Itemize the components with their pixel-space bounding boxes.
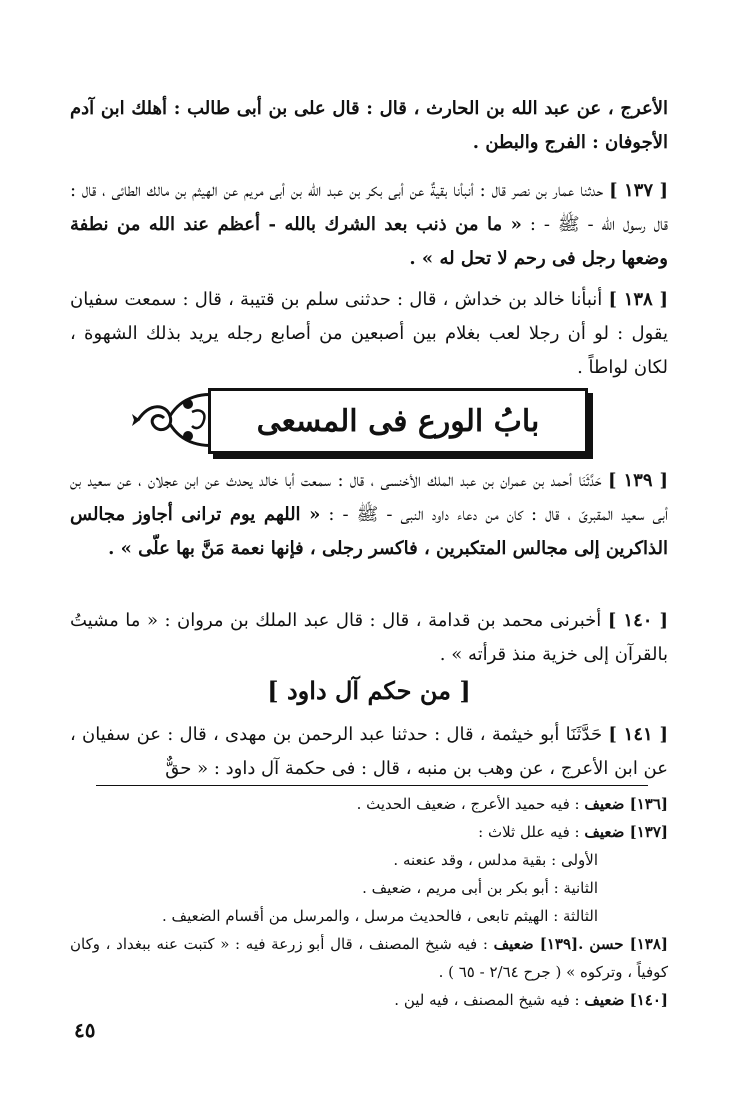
footnote-divider xyxy=(96,785,648,786)
hadith-140 xyxy=(70,604,668,672)
paragraph-continuation xyxy=(70,92,668,160)
footnote-label: [١٤٠] ضعيف xyxy=(584,991,668,1009)
footnote-subitem: الثالثة : الهيثم تابعى ، فالحديث مرسل ، والمرسل من أقسام الضعيف . xyxy=(162,907,598,925)
footnote xyxy=(70,986,668,1014)
section-heading: [ من حكم آل داود ] xyxy=(267,676,471,705)
page-number: ٤٥ xyxy=(74,1018,96,1042)
hadith-matn: « ما من ذنب بعد الشرك بالله - أعظم عند الله من نطفة وضعها رجل فى رحم لا تحل له » . xyxy=(70,214,668,269)
hadith-chain: حَدَّثَنَا أحمد بن عمران بن عبد الملك الأخنسى ، قال : سمعت أبا خالد يحدث عن ابن عجلان ، عن سعيد بن أبى سعيد المقبرىّ ، قال : كان من دعاء داود النبى - ﷺ - : xyxy=(70,470,669,525)
footnote-text: : فيه علل ثلاث : xyxy=(478,823,580,841)
footnote xyxy=(70,818,668,846)
hadith-138 xyxy=(70,283,668,385)
hadith-141 xyxy=(70,718,668,786)
hadith-matn: « اللهم يوم ترانى أجاوز مجالس الذاكرين إلى مجالس المتكبرين ، فاكسر رجلى ، فإنها نعمة مَنَّ بها علّى » . xyxy=(70,504,668,559)
chapter-title: بابُ الورع فى المسعى xyxy=(256,403,540,439)
hadith-139 xyxy=(70,464,668,566)
hadith-number: [ ١٤٠ ] xyxy=(607,610,668,631)
footnote xyxy=(70,930,668,986)
footnote-text: : فيه شيخ المصنف ، قال أبو زرعة فيه : « كتبت عنه ببغداد ، وكان كوفياً ، وتركوه » ( جرح ٢/٦٤ - ٦٥ ) . xyxy=(70,935,668,981)
hadith-number: [ ١٣٧ ] xyxy=(609,180,668,201)
hadith-text: أنبأنا خالد بن خداش ، قال : حدثنى سلم بن قتيبة ، قال : سمعت سفيان يقول : لو أن رجلا لعب بغلام بين أصبعين من أصابع رجله يريد بذلك الشهوة ، لكان لواطاً . xyxy=(70,289,668,378)
footnote-label: [١٣٦] ضعيف xyxy=(584,795,668,813)
hadith-text: أخبرنى محمد بن قدامة ، قال : قال عبد الملك بن مروان : « ما مشيتُ بالقرآن إلى خزية منذ قرأته » . xyxy=(70,610,668,665)
hadith-chain: حدثنا عمار بن نصر قال : أنبأنا بقيةٌ عن أبى بكر بن عبد الله بن أبى مريم عن الهيثم بن مالك الطائى ، قال : قال رسول الله - ﷺ - : xyxy=(70,180,668,235)
hadith-137 xyxy=(70,174,668,276)
footnote-text: : فيه حميد الأعرج ، ضعيف الحديث . xyxy=(356,795,580,813)
footnotes xyxy=(70,790,668,1014)
hadith-text: حَدَّثَنَا أبو خيثمة ، قال : حدثنا عبد الرحمن بن مهدى ، قال : عن سفيان ، عن ابن الأعرج ، عن وهب بن منبه ، قال : فى حكمة آل داود : « حقٌّ xyxy=(70,724,668,779)
footnote xyxy=(70,790,668,818)
footnote-label: [١٣٧] ضعيف xyxy=(584,823,668,841)
footnote-subitem: الأولى : بقية مدلس ، وقد عنعنه . xyxy=(393,851,598,869)
footnote-subitem: الثانية : أبو بكر بن أبى مريم ، ضعيف . xyxy=(362,879,598,897)
paragraph-text: الأعرج ، عن عبد الله بن الحارث ، قال : قال على بن أبى طالب : أهلك ابن آدم الأجوفان : الفرج والبطن . xyxy=(70,98,668,153)
hadith-number: [ ١٣٩ ] xyxy=(608,470,668,491)
footnote-label: [١٣٨] حسن .[١٣٩] ضعيف xyxy=(493,935,669,953)
hadith-number: [ ١٣٨ ] xyxy=(608,289,668,310)
hadith-number: [ ١٤١ ] xyxy=(608,724,668,745)
chapter-banner xyxy=(208,388,588,454)
footnote-text: : فيه شيخ المصنف ، فيه لين . xyxy=(394,991,580,1009)
